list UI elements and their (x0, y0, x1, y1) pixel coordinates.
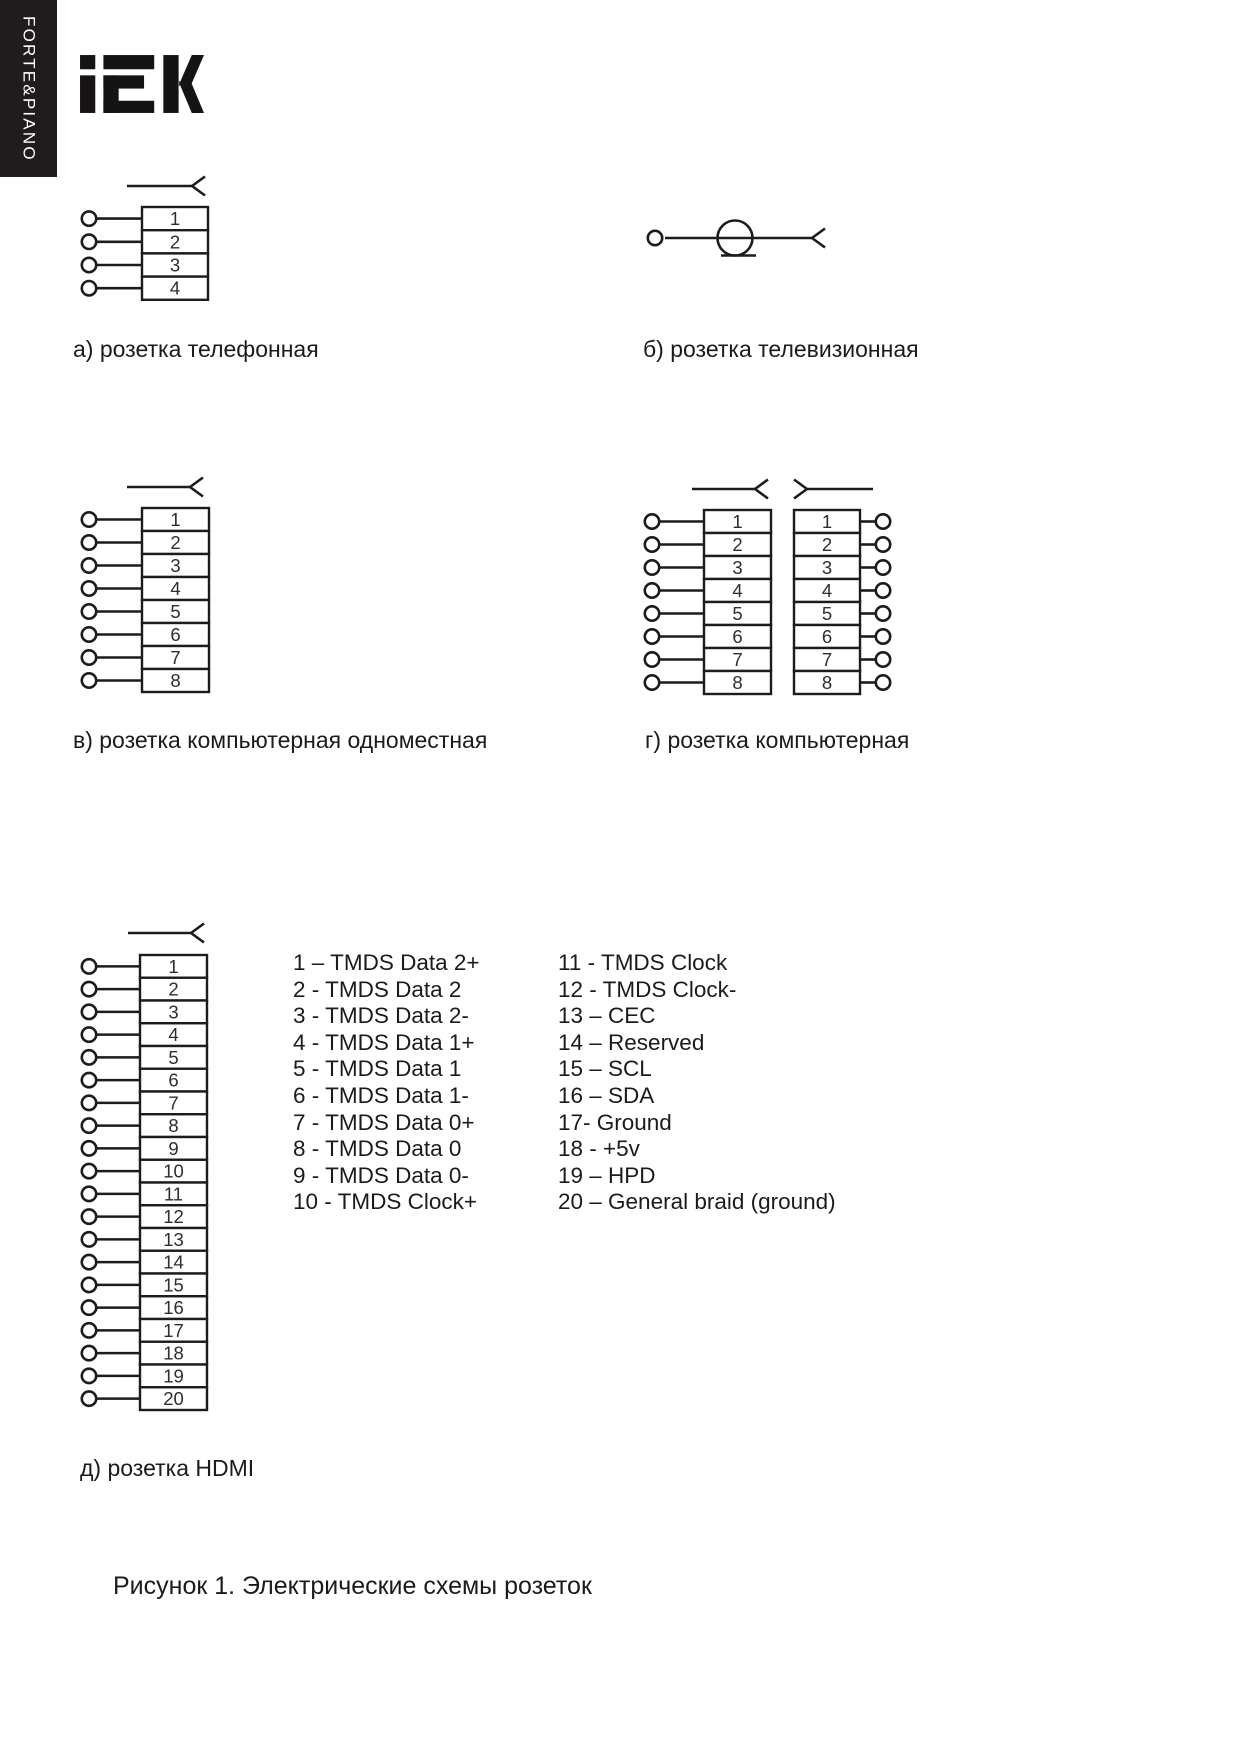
pin-number: 3 (169, 254, 181, 276)
pin-terminal-circle (645, 514, 659, 528)
pin-terminal-circle (82, 1141, 96, 1155)
pin-terminal-circle (82, 650, 96, 664)
pin-number: 4 (170, 578, 181, 599)
pin-terminal-circle (82, 512, 96, 526)
pin-terminal-circle (82, 604, 96, 618)
pin-number: 1 (821, 511, 833, 532)
caption-computer-dual-socket: г) розетка компьютерная (645, 727, 910, 753)
pin-number: 3 (732, 557, 743, 578)
pin-number: 13 (163, 1228, 184, 1250)
pin-terminal-circle (82, 211, 96, 225)
logo-letters (80, 55, 204, 113)
hdmi-pin-label: 3 - TMDS Data 2- (293, 1003, 469, 1029)
tv-socket-diagram (560, 195, 890, 285)
hdmi-pin-label: 15 – SCL (558, 1056, 652, 1082)
pin-number: 12 (163, 1206, 184, 1228)
pin-number: 5 (170, 601, 181, 622)
plug-arrow-fork (192, 177, 205, 196)
pin-number: 1 (169, 208, 181, 230)
hdmi-pin-label: 12 - TMDS Clock- (558, 976, 737, 1002)
pin-number: 2 (821, 534, 833, 555)
hdmi-socket-diagram (70, 905, 292, 1417)
pin-terminal-circle (876, 583, 890, 597)
pin-number: 11 (163, 1183, 184, 1205)
pin-terminal-circle (645, 560, 659, 574)
pin-number: 19 (163, 1365, 184, 1387)
pin-terminal-circle (648, 231, 662, 245)
pin-terminal-circle (82, 535, 96, 549)
pin-number: 6 (821, 626, 833, 647)
pin-terminal-circle (82, 1346, 96, 1360)
pin-terminal-circle (876, 652, 890, 666)
pin-number: 2 (168, 978, 179, 1000)
pin-terminal-circle (82, 1164, 96, 1178)
pin-number: 8 (168, 1115, 179, 1137)
pin-terminal-circle (645, 652, 659, 666)
pin-number: 5 (732, 603, 743, 624)
pin-number: 4 (821, 580, 833, 601)
pin-number: 1 (732, 511, 743, 532)
pin-number: 4 (168, 1024, 179, 1046)
pin-terminal-circle (876, 560, 890, 574)
pin-number: 2 (732, 534, 743, 555)
brand-strip-label: FORTE&PIANO (19, 15, 39, 162)
pin-number: 8 (821, 672, 833, 693)
pin-number: 6 (170, 624, 181, 645)
hdmi-pin-label: 8 - TMDS Data 0 (293, 1136, 462, 1162)
plug-arrow-fork (794, 480, 807, 499)
plug-arrow-fork (190, 478, 203, 497)
plug-arrow-fork (191, 924, 204, 943)
pin-number: 3 (170, 555, 181, 576)
hdmi-pin-label: 16 – SDA (558, 1082, 655, 1108)
hdmi-pin-label: 11 - TMDS Clock (558, 950, 728, 975)
pin-number: 17 (163, 1319, 184, 1341)
pin-terminal-circle (82, 1278, 96, 1292)
hdmi-pin-label: 19 – HPD (558, 1162, 656, 1188)
plug-arrow-fork (812, 229, 825, 248)
pin-terminal-circle (82, 1118, 96, 1132)
hdmi-legend-col2 (558, 950, 836, 1216)
pin-terminal-circle (82, 1209, 96, 1223)
pin-number: 7 (168, 1092, 179, 1114)
hdmi-pin-label: 9 - TMDS Data 0- (293, 1162, 469, 1188)
pin-terminal-circle (876, 606, 890, 620)
pin-number: 10 (163, 1160, 184, 1182)
pin-terminal-circle (82, 1005, 96, 1019)
hdmi-pin-label: 5 - TMDS Data 1 (293, 1056, 462, 1082)
pin-terminal-circle (82, 627, 96, 641)
pin-terminal-circle (876, 675, 890, 689)
pin-terminal-circle (82, 959, 96, 973)
pin-terminal-circle (876, 537, 890, 551)
pin-terminal-circle (645, 537, 659, 551)
pin-terminal-circle (876, 629, 890, 643)
pin-terminal-circle (645, 606, 659, 620)
pin-terminal-circle (82, 1027, 96, 1041)
pin-number: 6 (732, 626, 743, 647)
hdmi-pin-label: 13 – CEC (558, 1003, 656, 1029)
hdmi-pin-label: 17- Ground (558, 1109, 672, 1135)
caption-phone-socket: а) розетка телефонная (73, 336, 319, 362)
tv-schematic (560, 195, 890, 285)
pin-number: 2 (169, 231, 181, 253)
pin-number: 1 (170, 509, 181, 530)
hdmi-pin-label: 20 – General braid (ground) (558, 1189, 836, 1215)
pin-terminal-circle (645, 675, 659, 689)
pin-terminal-circle (82, 1391, 96, 1405)
computer_dual-schematic (570, 460, 905, 700)
pin-number: 5 (821, 603, 833, 624)
computer-dual-socket-diagram (570, 460, 905, 700)
computer_single-schematic (70, 460, 292, 698)
pin-terminal-circle (82, 258, 96, 272)
pin-terminal-circle (82, 1096, 96, 1110)
hdmi-pin-label: 14 – Reserved (558, 1029, 705, 1055)
pin-number: 3 (168, 1001, 179, 1023)
hdmi-pin-label: 7 - TMDS Data 0+ (293, 1109, 475, 1135)
hdmi-pin-label: 18 - +5v (558, 1136, 640, 1162)
pin-terminal-circle (82, 558, 96, 572)
hdmi-pin-label: 2 - TMDS Data 2 (293, 976, 462, 1002)
pin-terminal-circle (82, 1050, 96, 1064)
pin-number: 7 (732, 649, 743, 670)
pin-number: 9 (168, 1137, 179, 1159)
hdmi-pin-label: 6 - TMDS Data 1- (293, 1082, 469, 1108)
hdmi-pin-label: 1 – TMDS Data 2+ (293, 950, 480, 975)
pin-terminal-circle (82, 1255, 96, 1269)
pin-terminal-circle (82, 673, 96, 687)
phone-schematic (70, 160, 292, 310)
pin-number: 4 (732, 580, 743, 601)
pin-number: 7 (170, 647, 181, 668)
pin-number: 14 (163, 1251, 184, 1273)
pin-terminal-circle (82, 235, 96, 249)
pin-number: 16 (163, 1297, 184, 1319)
pin-terminal-circle (82, 1232, 96, 1246)
phone-socket-diagram (70, 160, 292, 310)
plug-arrow-fork (755, 480, 768, 499)
pin-terminal-circle (82, 1073, 96, 1087)
pin-terminal-circle (82, 281, 96, 295)
pin-number: 8 (732, 672, 743, 693)
pin-terminal-circle (645, 629, 659, 643)
pin-terminal-circle (645, 583, 659, 597)
iek-logo (78, 55, 204, 113)
pin-number: 3 (821, 557, 833, 578)
pin-terminal-circle (82, 581, 96, 595)
pin-terminal-circle (82, 1300, 96, 1314)
pin-terminal-circle (82, 1323, 96, 1337)
hdmi-schematic (70, 905, 292, 1417)
pin-number: 18 (163, 1342, 184, 1364)
figure-caption: Рисунок 1. Электрические схемы розеток (113, 1572, 592, 1600)
pin-number: 4 (169, 277, 181, 299)
hdmi-legend-col1 (293, 950, 480, 1216)
pin-number: 7 (821, 649, 833, 670)
brand-strip (0, 0, 57, 177)
caption-tv-socket: б) розетка телевизионная (643, 336, 919, 362)
pin-number: 5 (168, 1046, 179, 1068)
computer-single-socket-diagram (70, 460, 292, 698)
pin-number: 20 (163, 1388, 184, 1410)
pin-terminal-circle (876, 514, 890, 528)
pin-number: 1 (168, 955, 179, 977)
hdmi-pin-label: 10 - TMDS Clock+ (293, 1189, 478, 1215)
pin-number: 8 (170, 670, 181, 691)
pin-number: 2 (170, 532, 181, 553)
pin-terminal-circle (82, 982, 96, 996)
pin-terminal-circle (82, 1187, 96, 1201)
caption-hdmi-socket: д) розетка HDMI (80, 1455, 255, 1481)
pin-number: 6 (168, 1069, 179, 1091)
caption-computer-single-socket: в) розетка компьютерная одноместная (73, 727, 488, 753)
pin-terminal-circle (82, 1369, 96, 1383)
pin-number: 15 (163, 1274, 184, 1296)
hdmi-pin-label: 4 - TMDS Data 1+ (293, 1029, 475, 1055)
